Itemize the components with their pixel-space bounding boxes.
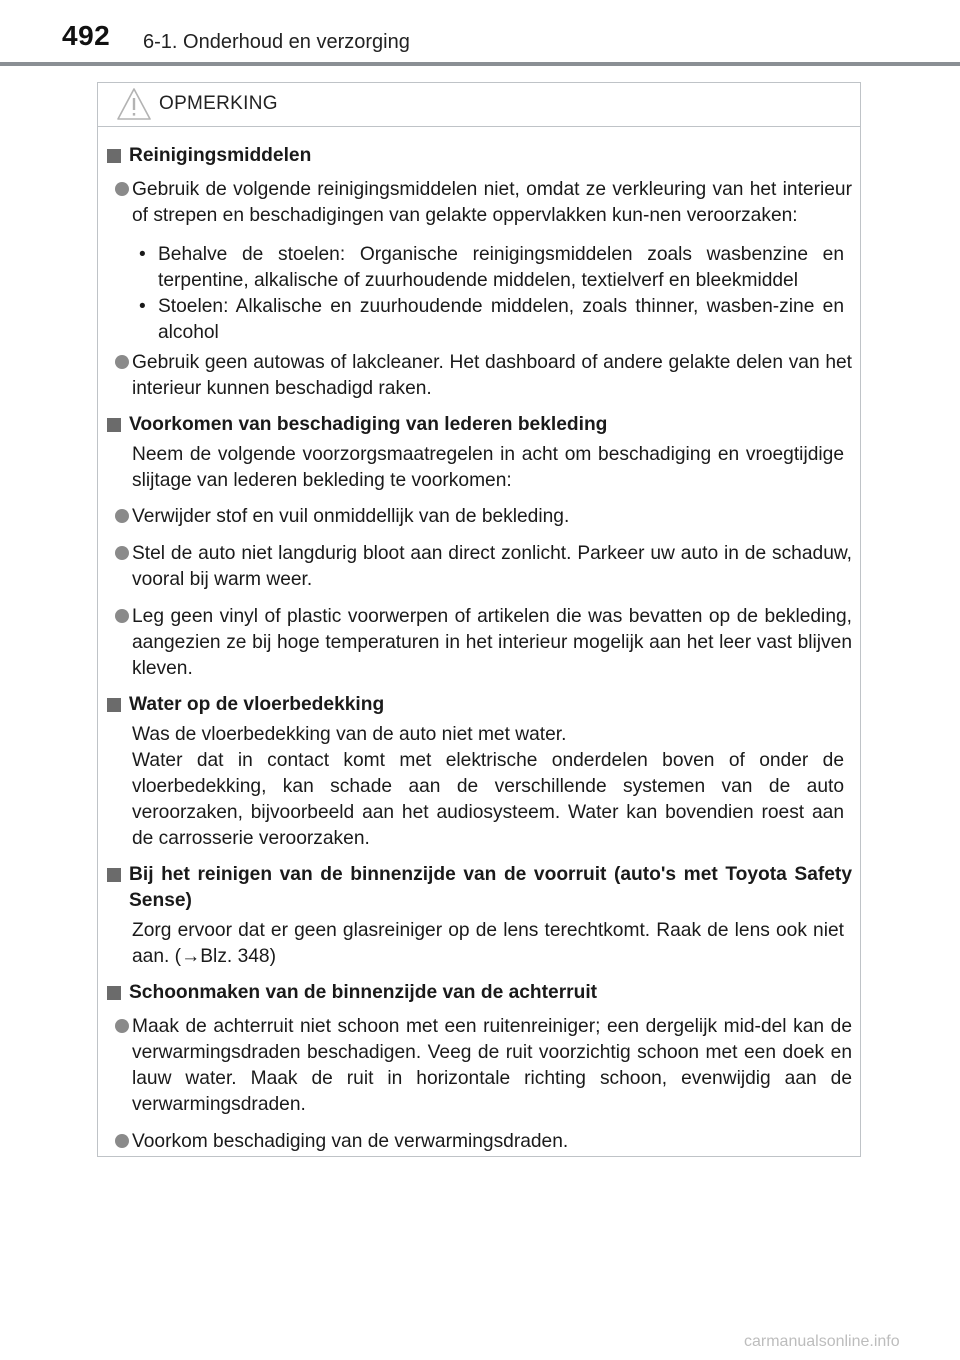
- paragraph: Zorg ervoor dat er geen glasreiniger op de lens terechtkomt. Raak de lens ook niet aan. (→Blz. 348): [132, 920, 844, 967]
- round-bullet-icon: [115, 1019, 129, 1033]
- page-number: 492: [62, 20, 111, 51]
- round-bullet-icon: [115, 609, 129, 623]
- round-bullet-icon: [115, 182, 129, 196]
- square-bullet-icon: [107, 149, 121, 163]
- round-bullet-icon: [115, 1134, 129, 1148]
- square-bullet-icon: [107, 698, 121, 712]
- section-heading: Schoonmaken van de binnenzijde van de achterruit: [106, 980, 852, 1006]
- round-bullet-icon: [115, 509, 129, 523]
- section-title: 6-1. Onderhoud en verzorging: [143, 31, 410, 53]
- paragraph: Water dat in contact komt met elektrische onderdelen boven of onder de vloerbedekking, kan schade aan de verschillende systemen van de auto veroorzaken, bijvoorbeeld aan het audiosysteem. Water kan bovendien roest aan de carrosserie veroorzaken.: [132, 750, 844, 849]
- sub-list-item: • Behalve de stoelen: Organische reinigingsmiddelen zoals wasbenzine en terpentine, alkalische of zuurhoudende middelen, textielverf en bleekmiddel: [139, 244, 844, 291]
- notice-header: [98, 83, 860, 127]
- list-item: Voorkom beschadiging van de verwarmingsdraden.: [106, 1129, 852, 1155]
- section-heading: Voorkomen van beschadiging van lederen bekleding: [106, 412, 852, 438]
- section-heading: Bij het reinigen van de binnenzijde van de voorruit (auto's met Toyota Safety Sense): [106, 862, 852, 914]
- watermark: carmanualsonline.info: [744, 1333, 900, 1350]
- paragraph: Neem de volgende voorzorgsmaatregelen in acht om beschadiging en vroegtijdige slijtage van lederen bekleding te voorkomen:: [132, 444, 844, 491]
- square-bullet-icon: [107, 986, 121, 1000]
- round-bullet-icon: [115, 355, 129, 369]
- section-heading: Water op de vloerbedekking: [106, 692, 852, 718]
- list-item: Maak de achterruit niet schoon met een ruitenreiniger; een dergelijk mid-del kan de verwarmingsdraden beschadigen. Veeg de ruit voorzichtig schoon met een doek en lauw water. Maak de ruit in horizontale richting schoon, evenwijdig aan de verwarmingsdraden.: [106, 1014, 852, 1118]
- list-item: Verwijder stof en vuil onmiddellijk van de bekleding.: [106, 504, 852, 530]
- sub-list-item: • Stoelen: Alkalische en zuurhoudende middelen, zoals thinner, wasben-zine en alcohol: [139, 296, 844, 343]
- paragraph: Was de vloerbedekking van de auto niet met water.: [132, 724, 567, 745]
- notice-body: [98, 127, 860, 1155]
- round-bullet-icon: [115, 546, 129, 560]
- list-item: Gebruik geen autowas of lakcleaner. Het dashboard of andere gelakte delen van het interieur kunnen beschadigd raken.: [106, 350, 852, 402]
- list-item: Stel de auto niet langdurig bloot aan direct zonlicht. Parkeer uw auto in de schaduw, vooral bij warm weer.: [106, 541, 852, 593]
- notice-title: OPMERKING: [159, 93, 278, 114]
- square-bullet-icon: [107, 418, 121, 432]
- notice-box: [97, 82, 861, 1157]
- section-heading: Reinigingsmiddelen: [106, 143, 852, 169]
- warning-triangle-icon: [116, 87, 152, 121]
- square-bullet-icon: [107, 868, 121, 882]
- header-rule: [0, 62, 960, 66]
- page-header: [0, 0, 960, 64]
- list-item: Gebruik de volgende reinigingsmiddelen niet, omdat ze verkleuring van het interieur of strepen en beschadigingen van gelakte oppervlakken kun-nen veroorzaken:: [106, 177, 852, 229]
- list-item: Leg geen vinyl of plastic voorwerpen of artikelen die was bevatten op de bekleding, aangezien ze bij hoge temperaturen in het interieur mogelijk aan het leer vast blijven kleven.: [106, 604, 852, 682]
